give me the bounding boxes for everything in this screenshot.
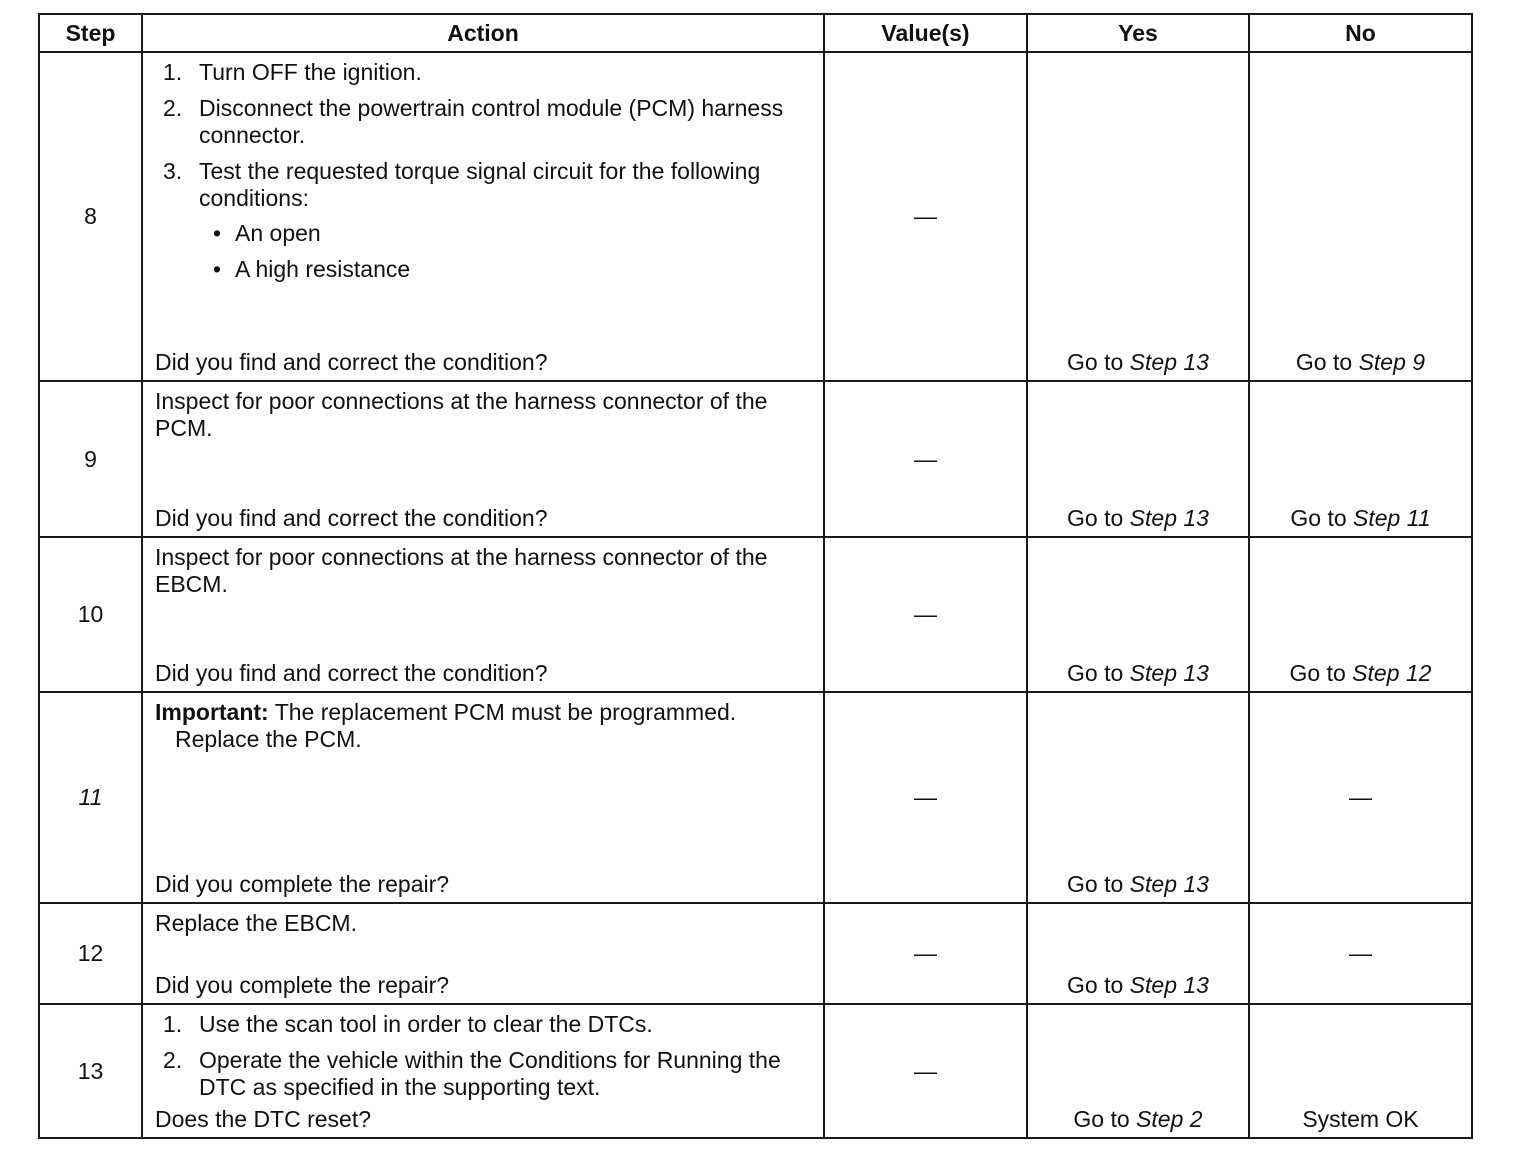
action-question: Did you complete the repair? <box>155 972 450 998</box>
step-number: 13 <box>39 1004 142 1138</box>
action-question: Did you complete the repair? <box>155 871 450 897</box>
list-item: • An open <box>235 220 813 247</box>
no-cell <box>1249 52 1472 381</box>
header-step: Step <box>39 14 142 52</box>
step-number: 10 <box>39 537 142 692</box>
step-number: 12 <box>39 903 142 1004</box>
action-cell <box>142 903 824 1004</box>
no-goto: Go to Step 11 <box>1290 505 1431 531</box>
action-text: Replace the PCM. <box>175 726 362 752</box>
header-yes: Yes <box>1027 14 1249 52</box>
yes-cell <box>1027 692 1249 903</box>
step-number: 8 <box>39 52 142 381</box>
yes-goto: Go to Step 2 <box>1073 1106 1203 1132</box>
action-text: Replace the EBCM. <box>155 910 357 936</box>
no-cell <box>1249 1004 1472 1138</box>
header-values: Value(s) <box>824 14 1027 52</box>
no-result: System OK <box>1302 1106 1419 1132</box>
table-row <box>39 52 1472 381</box>
list-item: 1. Turn OFF the ignition. <box>163 59 422 85</box>
action-cell <box>142 692 824 903</box>
value-cell: — <box>824 52 1027 381</box>
condition-list <box>199 220 813 283</box>
yes-cell <box>1027 52 1249 381</box>
table-row <box>39 537 1472 692</box>
header-row <box>39 14 1472 52</box>
list-item: 3. Test the requested torque signal circuit for the following conditions: • An open • A high resistance <box>199 158 813 283</box>
yes-goto: Go to Step 13 <box>1067 505 1209 531</box>
no-goto: Go to Step 9 <box>1295 349 1426 375</box>
table-row <box>39 381 1472 537</box>
action-text: Inspect for poor connections at the harness connector of the EBCM. <box>155 544 768 597</box>
no-cell: — <box>1249 692 1472 903</box>
value-cell: — <box>824 903 1027 1004</box>
action-cell <box>142 52 824 381</box>
yes-cell <box>1027 903 1249 1004</box>
step-number: 11 <box>39 692 142 903</box>
value-cell: — <box>824 1004 1027 1138</box>
table-row <box>39 1004 1472 1138</box>
list-item: 2. Operate the vehicle within the Conditions for Running the DTC as specified in the supporting text. <box>163 1047 781 1100</box>
yes-cell <box>1027 381 1249 537</box>
procedure-list <box>155 1011 813 1101</box>
action-cell <box>142 1004 824 1138</box>
action-question: Did you find and correct the condition? <box>155 660 548 686</box>
action-cell <box>142 537 824 692</box>
list-item: 1. Use the scan tool in order to clear the DTCs. <box>163 1011 653 1037</box>
value-cell: — <box>824 381 1027 537</box>
no-goto: Go to Step 12 <box>1289 660 1432 686</box>
step-number: 9 <box>39 381 142 537</box>
action-question: Did you find and correct the condition? <box>155 349 548 375</box>
yes-goto: Go to Step 13 <box>1067 972 1209 998</box>
no-cell <box>1249 381 1472 537</box>
yes-goto: Go to Step 13 <box>1067 660 1209 686</box>
action-question: Did you find and correct the condition? <box>155 505 548 531</box>
yes-goto: Go to Step 13 <box>1067 349 1209 375</box>
procedure-list <box>155 59 813 283</box>
table-row <box>39 692 1472 903</box>
header-no: No <box>1249 14 1472 52</box>
action-question: Does the DTC reset? <box>155 1106 372 1132</box>
yes-cell <box>1027 537 1249 692</box>
header-action: Action <box>142 14 824 52</box>
no-cell: — <box>1249 903 1472 1004</box>
diagnostic-table <box>38 13 1473 1139</box>
yes-cell <box>1027 1004 1249 1138</box>
important-note: Important: The replacement PCM must be programmed. <box>155 699 737 725</box>
action-text: Inspect for poor connections at the harness connector of the PCM. <box>155 388 768 441</box>
table-row <box>39 903 1472 1004</box>
list-item: 2. Disconnect the powertrain control module (PCM) harness connector. <box>163 95 784 148</box>
value-cell: — <box>824 692 1027 903</box>
value-cell: — <box>824 537 1027 692</box>
no-cell <box>1249 537 1472 692</box>
yes-goto: Go to Step 13 <box>1067 871 1209 897</box>
action-cell <box>142 381 824 537</box>
list-item: • A high resistance <box>235 256 813 283</box>
